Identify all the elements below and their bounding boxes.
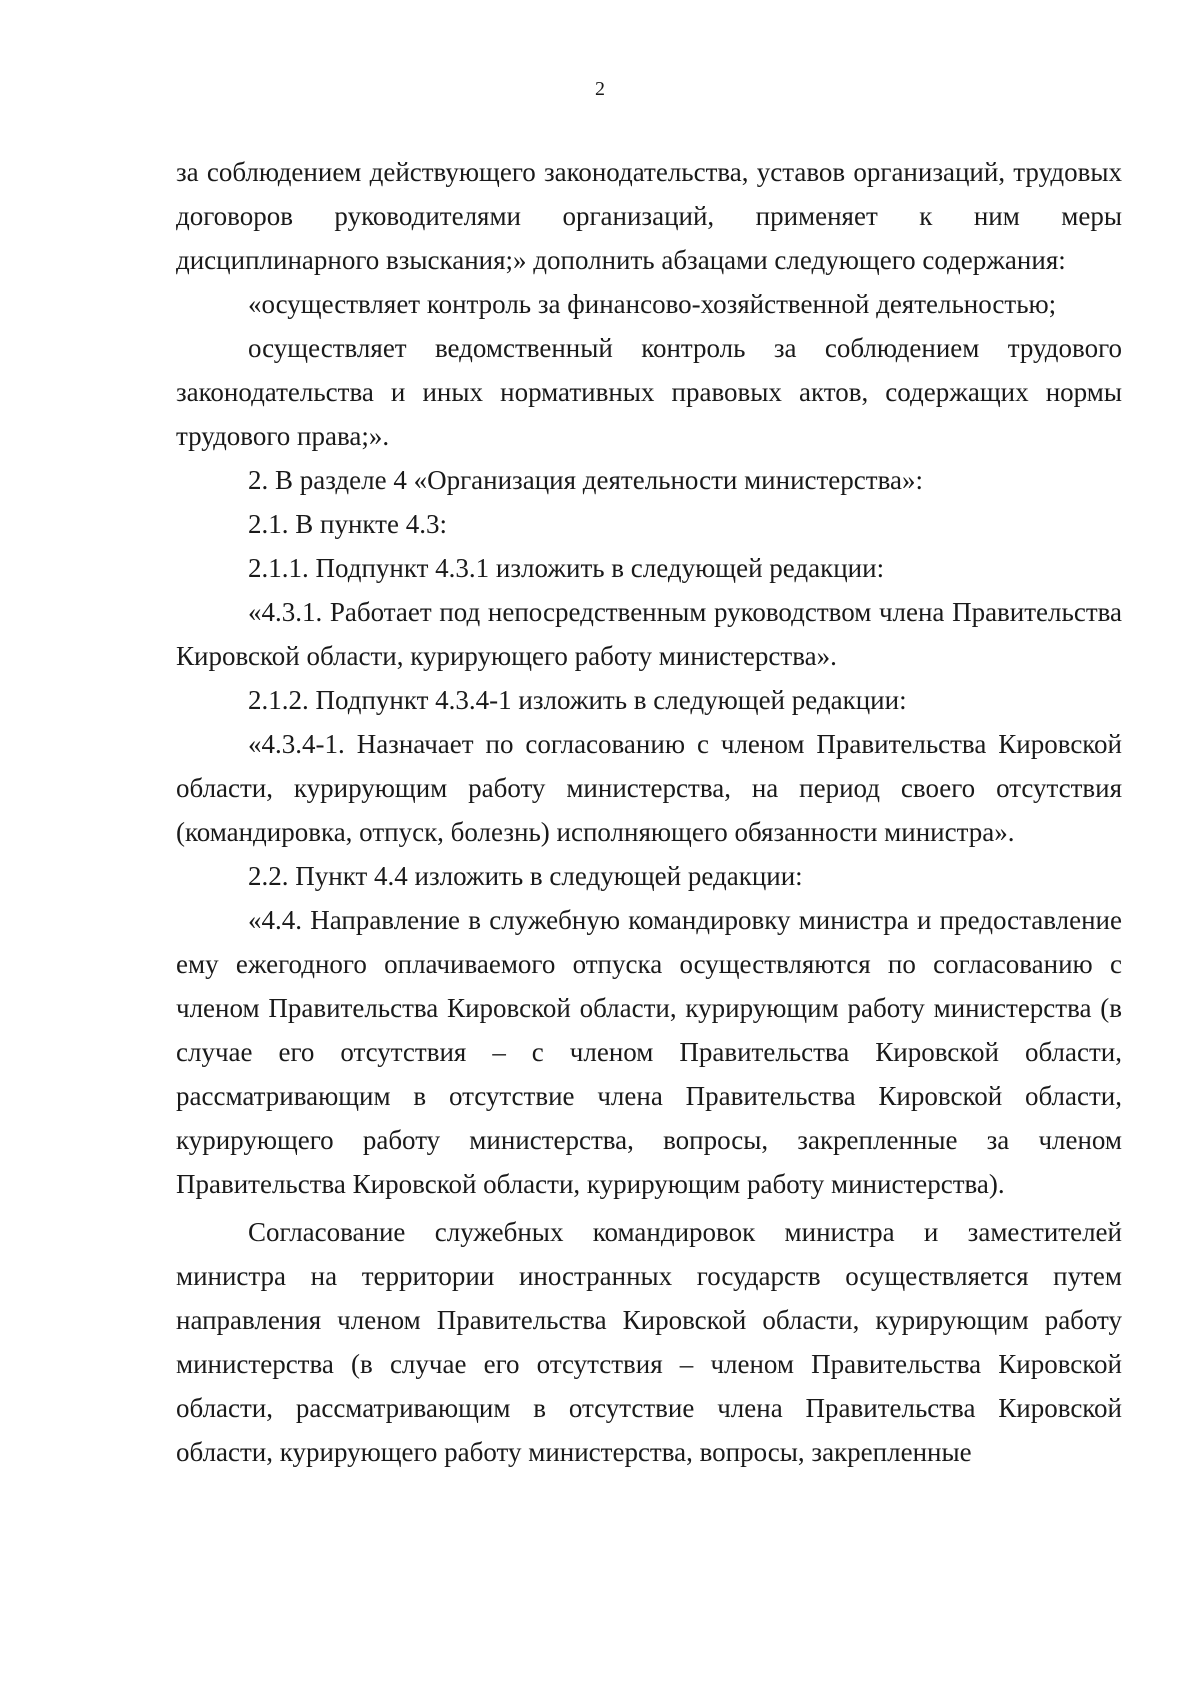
paragraph-3: осуществляет ведомственный контроль за соблюдением трудового законодательства и иных нормативных правовых актов, содержащих нормы трудового права;». — [176, 333, 1122, 451]
paragraph-7: «4.3.1. Работает под непосредственным руководством члена Правительства Кировской области, курирующего работу министерства». — [176, 597, 1122, 671]
paragraph-9: «4.3.4-1. Назначает по согласованию с членом Правительства Кировской области, курирующим работу министерства, на период своего отсутствия (командировка, отпуск, болезнь) исполняющего обязанности министра». — [176, 729, 1122, 847]
paragraph-11: «4.4. Направление в служебную командировку министра и предоставление ему ежегодного оплачиваемого отпуска осуществляются по согласованию с членом Правительства Кировской области, курирующим работу министерства (в случае его отсутствия – с членом Правительства Кировской области, рассматривающим в отсутствие члена Правительства Кировской области, курирующего работу министерства, вопросы, закрепленные за членом Правительства Кировской области, курирующим работу министерства). — [176, 905, 1122, 1199]
paragraph-5: 2.1. В пункте 4.3: — [248, 509, 447, 539]
document-body — [176, 150, 1122, 1474]
paragraph-1: за соблюдением действующего законодательства, уставов организаций, трудовых договоров руководителями организаций, применяет к ним меры дисциплинарного взыскания;» дополнить абзацами следующего содержания: — [176, 157, 1122, 275]
paragraph-4: 2. В разделе 4 «Организация деятельности министерства»: — [248, 465, 923, 495]
paragraph-8: 2.1.2. Подпункт 4.3.4-1 изложить в следующей редакции: — [248, 685, 907, 715]
paragraph-10: 2.2. Пункт 4.4 изложить в следующей редакции: — [248, 861, 803, 891]
paragraph-6: 2.1.1. Подпункт 4.3.1 изложить в следующей редакции: — [248, 553, 885, 583]
page-number: 2 — [595, 78, 605, 100]
paragraph-2: «осуществляет контроль за финансово-хозяйственной деятельностью; — [248, 289, 1057, 319]
paragraph-12: Согласование служебных командировок министра и заместителей министра на территории иностранных государств осуществляется путем направления членом Правительства Кировской области, курирующим работу министерства (в случае его отсутствия – членом Правительства Кировской области, рассматривающим в отсутствие члена Правительства Кировской области, курирующего работу министерства, вопросы, закрепленные — [176, 1217, 1122, 1467]
